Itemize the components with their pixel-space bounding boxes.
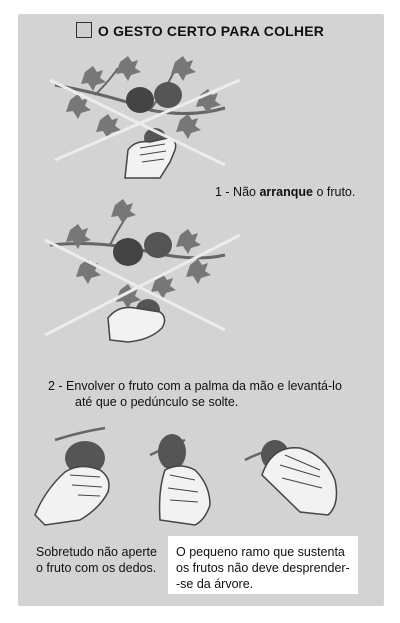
step-2-line-1: 2 - Envolver o fruto com a palma da mão e levantá-lo: [48, 379, 342, 393]
note-right-line-2: os frutos não deve desprender-: [176, 561, 350, 575]
title-text: O GESTO CERTO PARA COLHER: [97, 23, 325, 39]
note-right-line-3: -se da árvore.: [176, 577, 254, 591]
note-right-line-1: O pequeno ramo que sustenta: [176, 545, 345, 559]
note-left: [36, 544, 157, 576]
illustration-hand-3: [245, 440, 336, 515]
illustration-correct-grip: [45, 199, 240, 342]
illustration-hand-1: [35, 428, 109, 525]
note-right: [176, 544, 350, 592]
note-left-line-1: Sobretudo não aperte: [36, 545, 157, 559]
note-left-line-2: o fruto com os dedos.: [36, 561, 157, 575]
step-1-bold: arranque: [259, 185, 313, 199]
step-1-suffix: o fruto.: [312, 185, 356, 199]
step-1-prefix: 1 - Não: [215, 185, 260, 199]
step-1-caption: [215, 184, 355, 200]
illustration-wrong-pull: [50, 56, 240, 178]
step-2-line-2: até que o pedúnculo se solte.: [75, 395, 239, 409]
illustration-hand-2: [150, 434, 210, 525]
step-2-caption: [48, 378, 378, 410]
